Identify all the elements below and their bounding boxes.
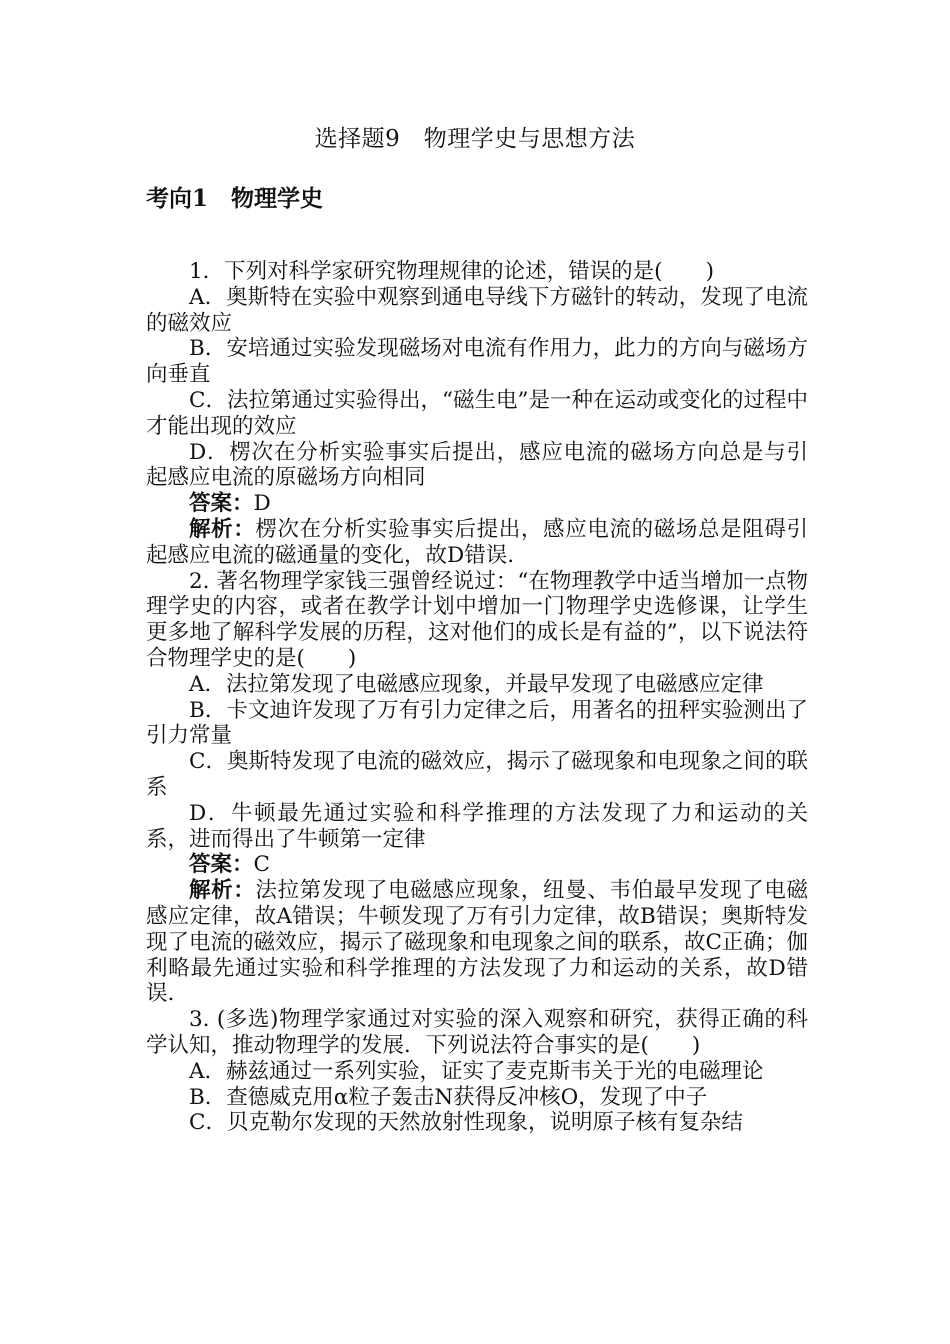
answer-value: D	[253, 491, 271, 517]
q2-option-b: B．卡文迪许发现了万有引力定律之后，用著名的扭秤实验测出了引力常量	[146, 697, 808, 749]
question-list	[146, 259, 808, 1136]
analysis-label: 解析：	[189, 516, 256, 542]
q2-option-d: D．牛顿最先通过实验和科学推理的方法发现了力和运动的关系，进而得出了牛顿第一定律	[146, 800, 808, 852]
q1-option-b: B．安培通过实验发现磁场对电流有作用力，此力的方向与磁场方向垂直	[146, 336, 808, 388]
answer-label: 答案：	[189, 852, 254, 878]
q3-stem: 3. (多选)物理学家通过对实验的深入观察和研究，获得正确的科学认知，推动物理学的发展．下列说法符合事实的是( )	[146, 1007, 808, 1058]
q2-analysis	[146, 878, 808, 1007]
section-heading: 考向1 物理学史	[146, 185, 324, 212]
q1-stem: 1．下列对科学家研究物理规律的论述，错误的是( )	[189, 259, 714, 284]
q2-stem: 2. 著名物理学家钱三强曾经说过：“在物理教学中适当增加一点物理学史的内容，或者在教学计划中增加一门物理学史选修课，让学生更多地了解科学发展的历程，这对他们的成长是有益的”，以下说法符合物理学史的是( )	[146, 568, 808, 671]
q1-analysis	[146, 517, 808, 569]
answer-label: 答案：	[189, 491, 254, 517]
q3-option-b: B．查德威克用α粒子轰击N获得反冲核O，发现了中子	[189, 1084, 708, 1110]
q2-option-c: C．奥斯特发现了电流的磁效应，揭示了磁现象和电现象之间的联系	[146, 749, 808, 800]
analysis-text: 法拉第发现了电磁感应现象，纽曼、韦伯最早发现了电磁感应定律，故A错误；牛顿发现了万有引力定律，故B错误；奥斯特发现了电流的磁效应，揭示了磁现象和电现象之间的联系，故C正确；伽利略最先通过实验和科学推理的方法发现了力和运动的关系，故D错误.	[146, 878, 808, 1007]
q3-option-a: A．赫兹通过一系列实验，证实了麦克斯韦关于光的电磁理论	[189, 1058, 764, 1084]
q3-option-c: C．贝克勒尔发现的天然放射性现象，说明原子核有复杂结	[189, 1110, 743, 1136]
analysis-text: 楞次在分析实验事实后提出，感应电流的磁场总是阻碍引起感应电流的磁通量的变化，故D错误.	[146, 516, 808, 568]
analysis-label: 解析：	[189, 878, 256, 904]
page-title: 选择题9 物理学史与思想方法	[314, 126, 636, 152]
q1-option-d: D．楞次在分析实验事实后提出，感应电流的磁场方向总是与引起感应电流的原磁场方向相同	[146, 439, 808, 491]
q2-answer	[146, 852, 808, 878]
q1-answer	[146, 491, 808, 517]
q2-option-a: A．法拉第发现了电磁感应现象，并最早发现了电磁感应定律	[189, 671, 764, 697]
answer-value: C	[253, 852, 270, 878]
q1-option-a: A．奥斯特在实验中观察到通电导线下方磁针的转动，发现了电流的磁效应	[146, 284, 808, 336]
q1-option-c: C．法拉第通过实验得出，“磁生电”是一种在运动或变化的过程中才能出现的效应	[146, 387, 808, 439]
